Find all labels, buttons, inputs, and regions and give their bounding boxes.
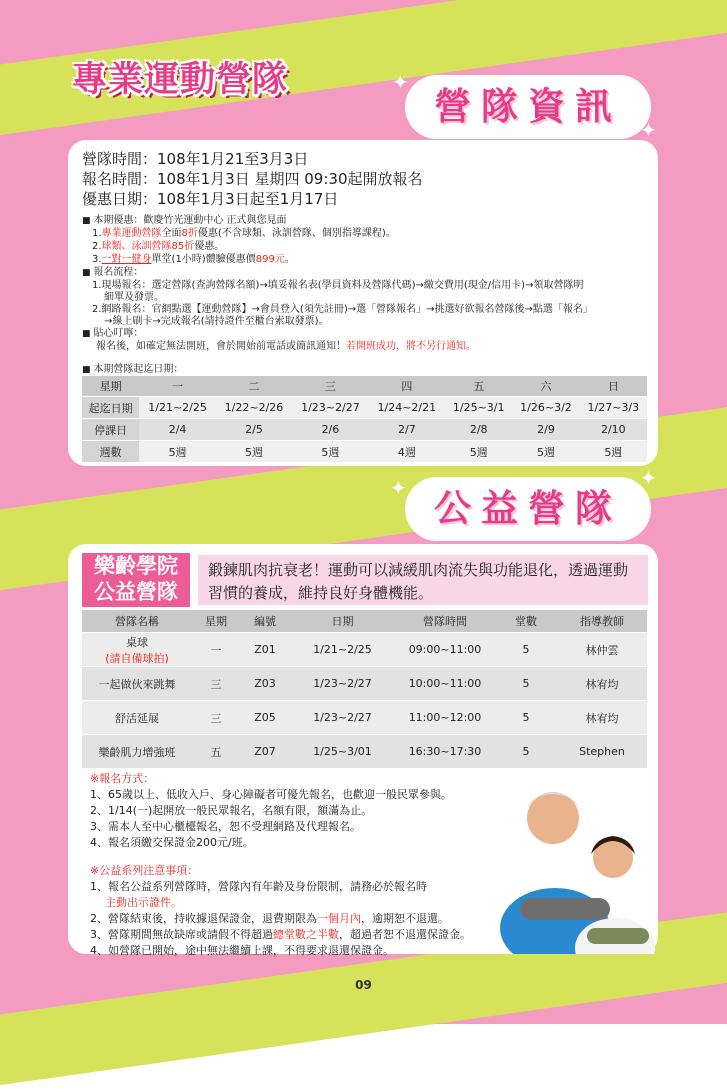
table-row xyxy=(82,397,647,419)
sparkle-icon: ✦ xyxy=(390,476,407,500)
discount-line-3: 3.一對一健身單堂(1小時)體驗優惠價899元。 xyxy=(92,254,295,265)
reminder-text: 報名後，如確定無法開班，會於開始前電話或簡訊通知！若開班成功，將不另行通知。 xyxy=(96,341,476,352)
notice-line-1b: 主動出示證件。 xyxy=(105,896,182,909)
header-cell: 星期 xyxy=(192,610,240,633)
table-cell: Z01 xyxy=(240,633,290,667)
table-cell: 1/21~2/25 xyxy=(290,633,395,667)
flow-line-1: 1.現場報名：選定營隊(查詢營隊名額)→填妥報名表(學員資料及營隊代碼)→繳交費用(現金/信用卡)→領取營隊明 xyxy=(92,280,584,291)
reg-method-head: ※報名方式： xyxy=(90,772,155,785)
header-cell: 星期 xyxy=(82,376,139,397)
table-cell: 1/26~3/2 xyxy=(512,397,579,419)
table-row xyxy=(82,701,647,735)
table-cell: 2/7 xyxy=(369,419,445,441)
table-cell: 5 xyxy=(495,701,557,735)
table-cell: 09:00~11:00 xyxy=(395,633,495,667)
table-cell: 1/24~2/21 xyxy=(369,397,445,419)
table-cell: 2/6 xyxy=(292,419,368,441)
schedule-head: ■ 本期營隊起迄日期： xyxy=(82,360,183,375)
page-number: 09 xyxy=(355,978,372,992)
charity-label-line-1: 樂齡學院 xyxy=(94,554,178,578)
table-cell: Z03 xyxy=(240,667,290,701)
sparkle-icon: ✦ xyxy=(392,70,409,94)
table-cell: 起迄日期 xyxy=(82,397,139,419)
notice-line-1: 1、報名公益系列營隊時，營隊內有年齡及身份限制，請務必於報名時 xyxy=(90,880,427,893)
section-title-charity: 公益營隊 xyxy=(408,480,648,538)
table-cell: 2/8 xyxy=(445,419,512,441)
table-row xyxy=(82,419,647,441)
section-title-camp-info: 營隊資訊 xyxy=(408,78,648,136)
camp-name-cell: 樂齡肌力增強班 xyxy=(82,735,192,769)
table-cell: Stephen xyxy=(557,735,647,769)
sparkle-icon: ✦ xyxy=(640,466,657,490)
table-cell: 5週 xyxy=(216,441,292,463)
reg-method-line-4: 4、報名須繳交保證金200元/班。 xyxy=(90,836,254,849)
camp-name-cell: 舒活延展 xyxy=(82,701,192,735)
sparkle-icon: ✦ xyxy=(640,118,657,142)
header-cell: 三 xyxy=(292,376,368,397)
table-cell: 林仲雲 xyxy=(557,633,647,667)
table-cell: 林宥均 xyxy=(557,701,647,735)
table-cell: 三 xyxy=(192,701,240,735)
notice-line-3: 3、營隊期間無故缺席或請假不得超過總堂數之半數，超過者恕不退還保證金。 xyxy=(90,928,471,941)
charity-label-line-2: 公益營隊 xyxy=(94,580,178,604)
reg-method-line-1: 1、65歲以上、低收入戶、身心障礙者可優先報名，也歡迎一般民眾參與。 xyxy=(90,788,452,801)
header-cell: 四 xyxy=(369,376,445,397)
charity-label-box xyxy=(82,553,190,607)
reminder-head: ■ 貼心叮嚀： xyxy=(82,324,143,339)
flow-line-2: 2.網路報名：官網點選【運動營隊】→會員登入(須先註冊)→選「營隊報名」→挑選好欲報名營隊後→點選「報名」 xyxy=(92,304,593,315)
discount-line-1: 1.專業運動營隊全面8折優惠(不含球類、泳訓營隊、個別指導課程)。 xyxy=(92,228,396,239)
table-cell: 5週 xyxy=(512,441,579,463)
table-cell: 1/21~2/25 xyxy=(139,397,215,419)
table-cell: 停課日 xyxy=(82,419,139,441)
header-cell: 六 xyxy=(512,376,579,397)
table-row xyxy=(82,735,647,769)
header-cell: 日 xyxy=(580,376,647,397)
reg-method-line-3: 3、需本人至中心櫃檯報名，恕不受理網路及代理報名。 xyxy=(90,820,361,833)
charity-table xyxy=(82,610,647,768)
table-cell: 林宥均 xyxy=(557,667,647,701)
table-cell: 16:30~17:30 xyxy=(395,735,495,769)
table-cell: 1/27~3/3 xyxy=(580,397,647,419)
table-cell: 5週 xyxy=(580,441,647,463)
discount-date: 優惠日期：108年1月3日起至1月17日 xyxy=(82,190,339,208)
table-cell: 1/23~2/27 xyxy=(290,701,395,735)
table-cell: 五 xyxy=(192,735,240,769)
seniors-exercise-photo xyxy=(475,778,660,954)
table-cell: 一 xyxy=(192,633,240,667)
table-cell: Z07 xyxy=(240,735,290,769)
notice-line-4: 4、如營隊已開始，途中無法繼續上課，不得要求退還保證金。 xyxy=(90,944,394,957)
camp-name-cell: 桌球 (請自備球拍) xyxy=(82,633,192,667)
notice-line-2: 2、營隊結束後，持收據退保證金，退費期限為一個月內，逾期恕不退還。 xyxy=(90,912,449,925)
charity-header-row xyxy=(82,610,647,633)
table-cell: 5 xyxy=(495,667,557,701)
header-cell: 編號 xyxy=(240,610,290,633)
notice-head: ※公益系列注意事項： xyxy=(90,864,199,877)
header-cell: 二 xyxy=(216,376,292,397)
header-cell: 一 xyxy=(139,376,215,397)
table-cell: 5週 xyxy=(445,441,512,463)
charity-intro: 鍛鍊肌肉抗衰老！運動可以減緩肌肉流失與功能退化，透過運動習慣的養成，維持良好身體機能。 xyxy=(198,555,648,605)
discount-line-2: 2.球類、泳訓營隊85折優惠。 xyxy=(92,241,225,252)
reg-method-line-2: 2、1/14(一)起開放一般民眾報名，名額有限，額滿為止。 xyxy=(90,804,373,817)
flow-head: ■ 報名流程： xyxy=(82,263,143,278)
table-row xyxy=(82,667,647,701)
table-cell: 1/22~2/26 xyxy=(216,397,292,419)
register-time: 報名時間：108年1月3日 星期四 09:30起開放報名 xyxy=(82,170,423,188)
table-cell: 10:00~11:00 xyxy=(395,667,495,701)
table-cell: 11:00~12:00 xyxy=(395,701,495,735)
table-cell: 2/5 xyxy=(216,419,292,441)
table-cell: 1/25~3/01 xyxy=(290,735,395,769)
table-row xyxy=(82,441,647,463)
page-title: 專業運動營隊 xyxy=(72,60,289,100)
camp-name-cell: 一起做伙來跳舞 xyxy=(82,667,192,701)
header-cell: 五 xyxy=(445,376,512,397)
schedule-header-row xyxy=(82,376,647,397)
table-cell: 三 xyxy=(192,667,240,701)
table-cell: Z05 xyxy=(240,701,290,735)
table-cell: 1/25~3/1 xyxy=(445,397,512,419)
table-cell: 5 xyxy=(495,633,557,667)
table-cell: 4週 xyxy=(369,441,445,463)
header-cell: 堂數 xyxy=(495,610,557,633)
table-cell: 2/4 xyxy=(139,419,215,441)
header-cell: 日期 xyxy=(290,610,395,633)
header-cell: 指導教師 xyxy=(557,610,647,633)
header-cell: 營隊時間 xyxy=(395,610,495,633)
table-cell: 2/9 xyxy=(512,419,579,441)
table-cell: 週數 xyxy=(82,441,139,463)
flow-line-2b: →線上刷卡→完成報名(請持證件至櫃台索取發票)。 xyxy=(104,316,329,327)
table-row xyxy=(82,633,647,667)
table-cell: 5 xyxy=(495,735,557,769)
table-cell: 1/23~2/27 xyxy=(292,397,368,419)
discount-head: ■ 本期優惠：歡慶竹光運動中心 正式與您見面 xyxy=(82,211,287,226)
camp-time: 營隊時間：108年1月21至3月3日 xyxy=(82,150,309,168)
table-cell: 1/23~2/27 xyxy=(290,667,395,701)
table-cell: 5週 xyxy=(139,441,215,463)
flow-line-1b: 細單及發票。 xyxy=(104,292,164,303)
table-cell: 2/10 xyxy=(580,419,647,441)
header-cell: 營隊名稱 xyxy=(82,610,192,633)
table-cell: 5週 xyxy=(292,441,368,463)
schedule-table xyxy=(82,376,647,462)
